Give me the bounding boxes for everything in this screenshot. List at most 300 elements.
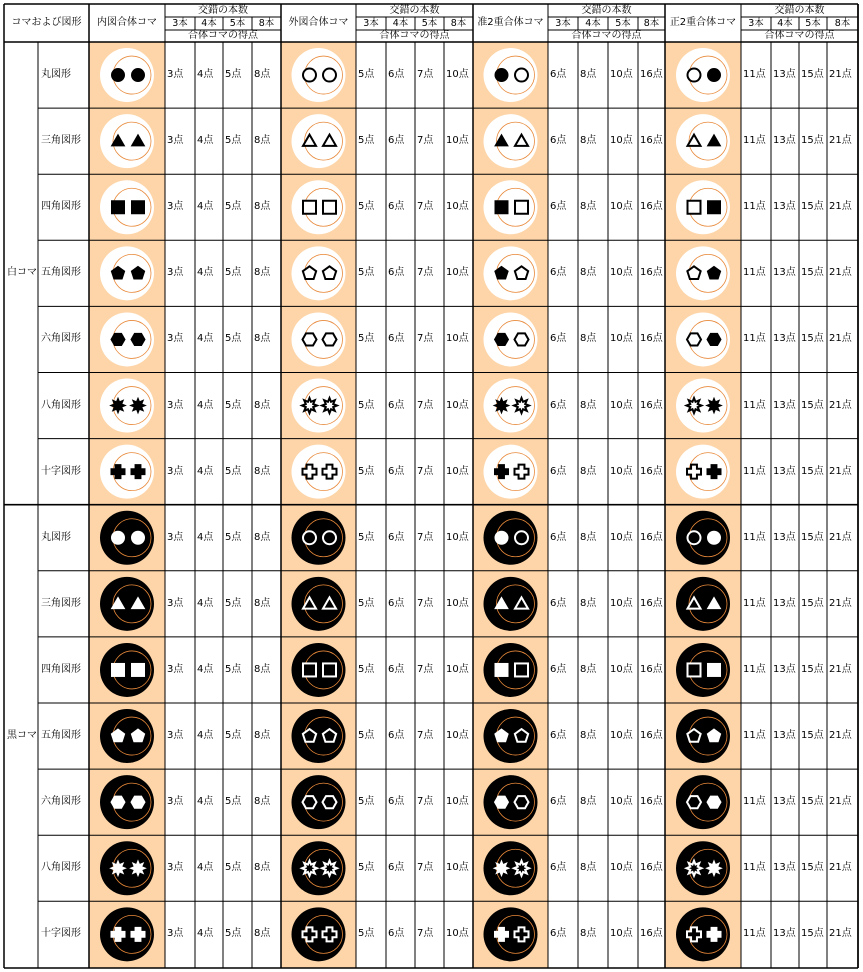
piece-disc	[292, 180, 346, 234]
score-cell: 7点	[417, 597, 434, 609]
piece-disc	[676, 246, 730, 300]
score-cell: 8点	[254, 531, 271, 543]
octagon-star-icon	[131, 398, 146, 413]
score-cell: 5点	[358, 333, 375, 345]
octagon-star-icon	[322, 398, 337, 413]
score-cell: 15点	[801, 730, 824, 742]
composite-piece-icon	[676, 246, 730, 300]
score-cell: 7点	[417, 399, 434, 411]
score-cell: 6点	[388, 267, 405, 279]
score-cell: 21点	[829, 135, 852, 147]
square-icon	[515, 201, 528, 214]
count-header: 5本	[615, 17, 631, 29]
square-icon	[708, 663, 721, 676]
composite-piece-icon	[100, 312, 154, 366]
piece-disc	[676, 312, 730, 366]
score-cell: 8点	[580, 862, 597, 874]
score-cell: 13点	[773, 730, 796, 742]
octagon-star-icon	[687, 861, 702, 876]
piece-disc	[292, 114, 346, 168]
score-cell: 21点	[829, 399, 852, 411]
score-cell: 10点	[610, 862, 633, 874]
score-cell: 4点	[197, 796, 214, 808]
square-icon	[688, 201, 701, 214]
score-cell: 6点	[550, 928, 567, 940]
score-cell: 21点	[829, 267, 852, 279]
score-cell: 10点	[446, 928, 469, 940]
score-cell: 8点	[580, 69, 597, 81]
score-cell: 5点	[225, 69, 242, 81]
composite-piece-icon	[676, 709, 730, 763]
hexagon-icon	[687, 796, 701, 808]
score-cell: 5点	[225, 730, 242, 742]
piece-disc	[100, 48, 154, 102]
score-cell: 8点	[254, 597, 271, 609]
score-cell: 8点	[254, 69, 271, 81]
score-header: 合体コマの得点	[188, 30, 258, 41]
circle-icon	[303, 531, 316, 544]
shape-label: 五角図形	[41, 267, 81, 279]
score-cell: 13点	[773, 663, 796, 675]
score-cell: 10点	[446, 730, 469, 742]
shape-label: 八角図形	[41, 862, 81, 874]
composite-piece-icon	[676, 577, 730, 631]
score-cell: 5点	[358, 267, 375, 279]
score-cell: 16点	[640, 69, 663, 81]
hexagon-icon	[515, 796, 529, 808]
score-cell: 13点	[773, 796, 796, 808]
hexagon-icon	[111, 796, 125, 808]
piece-disc	[676, 577, 730, 631]
score-cell: 16点	[640, 333, 663, 345]
hexagon-icon	[303, 333, 317, 345]
hexagon-icon	[687, 333, 701, 345]
piece-disc	[100, 709, 154, 763]
piece-disc	[100, 114, 154, 168]
piece-disc	[484, 511, 538, 565]
composite-piece-icon	[292, 379, 346, 433]
shape-label: 四角図形	[41, 201, 81, 213]
octagon-star-icon	[494, 398, 509, 413]
composite-piece-icon	[484, 445, 538, 499]
score-cell: 3点	[167, 597, 184, 609]
octagon-star-icon	[707, 398, 722, 413]
circle-icon	[688, 531, 701, 544]
square-icon	[112, 201, 125, 214]
score-cell: 6点	[550, 465, 567, 477]
score-cell: 13点	[773, 201, 796, 213]
score-cell: 6点	[550, 333, 567, 345]
composite-piece-icon	[100, 246, 154, 300]
score-cell: 4点	[197, 267, 214, 279]
score-cell: 6点	[388, 663, 405, 675]
score-cell: 8点	[254, 399, 271, 411]
count-header: 3本	[363, 17, 379, 29]
score-cell: 5点	[225, 796, 242, 808]
composite-piece-icon	[484, 180, 538, 234]
circle-icon	[303, 69, 316, 82]
score-cell: 10点	[446, 69, 469, 81]
score-cell: 8点	[580, 663, 597, 675]
score-cell: 8点	[580, 796, 597, 808]
count-header: 4本	[392, 17, 409, 29]
score-cell: 6点	[550, 135, 567, 147]
composite-piece-icon	[100, 907, 154, 961]
score-cell: 13点	[773, 69, 796, 81]
group-header: 内図合体コマ	[97, 17, 157, 28]
score-cell: 10点	[446, 597, 469, 609]
composite-piece-icon	[292, 312, 346, 366]
octagon-star-icon	[111, 861, 126, 876]
score-cell: 5点	[225, 531, 242, 543]
score-cell: 10点	[446, 663, 469, 675]
square-icon	[495, 663, 508, 676]
score-cell: 7点	[417, 333, 434, 345]
piece-disc	[292, 709, 346, 763]
square-icon	[303, 201, 316, 214]
score-cell: 6点	[388, 796, 405, 808]
score-cell: 5点	[358, 69, 375, 81]
score-cell: 16点	[640, 465, 663, 477]
octagon-star-icon	[514, 861, 529, 876]
score-cell: 10点	[610, 531, 633, 543]
score-cell: 8点	[254, 862, 271, 874]
composite-piece-icon	[484, 48, 538, 102]
circle-icon	[132, 69, 145, 82]
score-cell: 10点	[610, 69, 633, 81]
composite-piece-icon	[484, 643, 538, 697]
score-cell: 4点	[197, 663, 214, 675]
score-cell: 5点	[358, 531, 375, 543]
circle-icon	[708, 531, 721, 544]
score-cell: 8点	[580, 267, 597, 279]
composite-piece-icon	[100, 114, 154, 168]
score-cell: 8点	[254, 730, 271, 742]
score-cell: 8点	[580, 135, 597, 147]
score-cell: 3点	[167, 663, 184, 675]
octagon-star-icon	[131, 861, 146, 876]
score-cell: 7点	[417, 796, 434, 808]
piece-disc	[100, 643, 154, 697]
score-cell: 6点	[388, 862, 405, 874]
composite-piece-icon	[292, 180, 346, 234]
score-cell: 3点	[167, 135, 184, 147]
score-cell: 11点	[743, 135, 766, 147]
score-cell: 21点	[829, 730, 852, 742]
piece-disc	[676, 445, 730, 499]
score-cell: 6点	[550, 597, 567, 609]
score-cell: 8点	[254, 333, 271, 345]
piece-disc	[292, 511, 346, 565]
composite-piece-icon	[100, 709, 154, 763]
composite-piece-icon	[292, 841, 346, 895]
hexagon-icon	[131, 796, 145, 808]
score-cell: 6点	[550, 531, 567, 543]
circle-icon	[323, 69, 336, 82]
score-cell: 13点	[773, 531, 796, 543]
octagon-star-icon	[687, 398, 702, 413]
count-header: 4本	[201, 17, 217, 29]
score-cell: 3点	[167, 928, 184, 940]
group-header: 正2重合体コマ	[669, 17, 737, 28]
composite-piece-icon	[484, 312, 538, 366]
score-cell: 4点	[197, 597, 214, 609]
score-cell: 6点	[550, 730, 567, 742]
score-cell: 3点	[167, 465, 184, 477]
score-cell: 5点	[358, 201, 375, 213]
square-icon	[132, 201, 145, 214]
score-cell: 7点	[417, 928, 434, 940]
score-cell: 11点	[743, 796, 766, 808]
score-cell: 10点	[610, 465, 633, 477]
score-cell: 10点	[446, 399, 469, 411]
score-cell: 11点	[743, 201, 766, 213]
piece-disc	[292, 48, 346, 102]
square-icon	[323, 201, 336, 214]
score-cell: 8点	[580, 333, 597, 345]
score-cell: 15点	[801, 69, 824, 81]
score-cell: 6点	[550, 796, 567, 808]
score-cell: 11点	[743, 862, 766, 874]
score-cell: 21点	[829, 201, 852, 213]
composite-piece-icon	[292, 246, 346, 300]
score-cell: 15点	[801, 862, 824, 874]
score-cell: 16点	[640, 399, 663, 411]
score-cell: 10点	[446, 531, 469, 543]
piece-disc	[100, 775, 154, 829]
piece-disc	[676, 907, 730, 961]
score-cell: 13点	[773, 597, 796, 609]
score-cell: 10点	[446, 267, 469, 279]
score-cell: 10点	[610, 597, 633, 609]
composite-piece-icon	[676, 907, 730, 961]
score-cell: 15点	[801, 597, 824, 609]
score-cell: 15点	[801, 928, 824, 940]
score-cell: 5点	[225, 597, 242, 609]
crossings-header: 交錯の本数	[581, 4, 632, 16]
composite-piece-icon	[484, 841, 538, 895]
composite-piece-icon	[100, 577, 154, 631]
circle-icon	[323, 531, 336, 544]
composite-piece-icon	[484, 246, 538, 300]
score-cell: 11点	[743, 531, 766, 543]
square-icon	[688, 663, 701, 676]
composite-piece-icon	[292, 48, 346, 102]
hexagon-icon	[303, 796, 317, 808]
score-cell: 10点	[610, 399, 633, 411]
square-icon	[515, 663, 528, 676]
score-cell: 6点	[388, 69, 405, 81]
piece-disc	[100, 246, 154, 300]
score-cell: 8点	[254, 135, 271, 147]
score-cell: 8点	[580, 201, 597, 213]
score-cell: 3点	[167, 796, 184, 808]
score-cell: 15点	[801, 201, 824, 213]
score-cell: 6点	[388, 333, 405, 345]
score-cell: 6点	[550, 399, 567, 411]
composite-piece-icon	[292, 114, 346, 168]
score-cell: 11点	[743, 333, 766, 345]
score-header: 合体コマの得点	[764, 30, 835, 41]
corner-header: コマおよび図形	[11, 17, 82, 28]
score-cell: 6点	[388, 597, 405, 609]
score-cell: 5点	[225, 267, 242, 279]
score-cell: 13点	[773, 862, 796, 874]
score-cell: 5点	[358, 597, 375, 609]
score-cell: 8点	[254, 928, 271, 940]
square-icon	[112, 663, 125, 676]
score-cell: 16点	[640, 663, 663, 675]
composite-piece-icon	[676, 511, 730, 565]
score-cell: 10点	[610, 796, 633, 808]
section-label: 黒コマ	[7, 730, 37, 742]
score-cell: 4点	[197, 333, 214, 345]
section-label: 白コマ	[7, 267, 37, 279]
hexagon-icon	[495, 796, 509, 808]
score-cell: 7点	[417, 465, 434, 477]
piece-disc	[100, 511, 154, 565]
score-cell: 5点	[358, 796, 375, 808]
hexagon-icon	[495, 333, 509, 345]
score-header: 合体コマの得点	[379, 30, 450, 41]
score-cell: 8点	[580, 465, 597, 477]
composite-piece-icon	[292, 907, 346, 961]
score-cell: 7点	[417, 201, 434, 213]
score-cell: 10点	[446, 333, 469, 345]
shape-label: 五角図形	[41, 730, 81, 742]
shape-label: 六角図形	[41, 796, 81, 808]
score-cell: 10点	[610, 663, 633, 675]
score-cell: 15点	[801, 531, 824, 543]
hexagon-icon	[707, 333, 721, 345]
score-cell: 8点	[254, 796, 271, 808]
score-cell: 4点	[197, 928, 214, 940]
score-cell: 5点	[358, 862, 375, 874]
score-cell: 13点	[773, 465, 796, 477]
score-cell: 10点	[446, 465, 469, 477]
score-header: 合体コマの得点	[571, 30, 642, 41]
composite-piece-icon	[100, 379, 154, 433]
score-cell: 11点	[743, 597, 766, 609]
count-header: 4本	[585, 17, 601, 29]
crossings-header: 交錯の本数	[774, 4, 825, 16]
score-cell: 4点	[197, 135, 214, 147]
circle-icon	[515, 531, 528, 544]
score-cell: 5点	[225, 201, 242, 213]
score-cell: 7点	[417, 135, 434, 147]
score-cell: 6点	[388, 399, 405, 411]
score-cell: 3点	[167, 69, 184, 81]
composite-piece-icon	[292, 709, 346, 763]
composite-piece-icon	[676, 775, 730, 829]
piece-disc	[100, 180, 154, 234]
score-cell: 21点	[829, 465, 852, 477]
score-cell: 21点	[829, 531, 852, 543]
score-cell: 15点	[801, 399, 824, 411]
score-cell: 6点	[388, 135, 405, 147]
piece-disc	[484, 180, 538, 234]
composite-piece-icon	[676, 48, 730, 102]
composite-piece-icon	[292, 445, 346, 499]
score-cell: 3点	[167, 267, 184, 279]
score-cell: 8点	[580, 399, 597, 411]
score-cell: 11点	[743, 465, 766, 477]
score-cell: 16点	[640, 730, 663, 742]
count-header: 5本	[229, 17, 246, 29]
score-cell: 13点	[773, 135, 796, 147]
score-cell: 16点	[640, 267, 663, 279]
score-cell: 8点	[580, 531, 597, 543]
piece-disc	[484, 577, 538, 631]
composite-piece-icon	[292, 511, 346, 565]
piece-disc	[100, 907, 154, 961]
composite-piece-icon	[676, 114, 730, 168]
piece-disc	[100, 445, 154, 499]
score-cell: 10点	[610, 333, 633, 345]
composite-piece-icon	[484, 907, 538, 961]
octagon-star-icon	[302, 861, 317, 876]
octagon-star-icon	[111, 398, 126, 413]
count-header: 3本	[555, 17, 571, 29]
score-cell: 5点	[225, 928, 242, 940]
score-cell: 6点	[388, 928, 405, 940]
score-cell: 15点	[801, 135, 824, 147]
score-cell: 8点	[254, 663, 271, 675]
score-cell: 4点	[197, 730, 214, 742]
score-cell: 5点	[358, 928, 375, 940]
score-cell: 4点	[197, 201, 214, 213]
score-cell: 11点	[743, 267, 766, 279]
score-cell: 10点	[446, 796, 469, 808]
piece-disc	[676, 643, 730, 697]
shape-label: 十字図形	[41, 465, 81, 477]
shape-label: 三角図形	[41, 597, 81, 609]
score-cell: 10点	[446, 135, 469, 147]
piece-disc	[676, 114, 730, 168]
piece-disc	[484, 246, 538, 300]
hexagon-icon	[515, 333, 529, 345]
score-cell: 5点	[225, 399, 242, 411]
score-cell: 11点	[743, 399, 766, 411]
score-cell: 11点	[743, 730, 766, 742]
composite-piece-icon	[100, 775, 154, 829]
score-cell: 21点	[829, 862, 852, 874]
shape-label: 八角図形	[41, 399, 81, 411]
score-cell: 16点	[640, 531, 663, 543]
score-cell: 16点	[640, 796, 663, 808]
score-cell: 8点	[580, 928, 597, 940]
score-cell: 4点	[197, 69, 214, 81]
composite-piece-icon	[676, 445, 730, 499]
score-cell: 11点	[743, 69, 766, 81]
composite-piece-icon	[292, 577, 346, 631]
composite-piece-icon	[292, 775, 346, 829]
octagon-star-icon	[514, 398, 529, 413]
piece-disc	[292, 246, 346, 300]
score-cell: 7点	[417, 663, 434, 675]
score-cell: 10点	[610, 267, 633, 279]
score-cell: 10点	[610, 928, 633, 940]
shape-label: 六角図形	[41, 333, 81, 345]
square-icon	[303, 663, 316, 676]
score-cell: 5点	[225, 333, 242, 345]
score-cell: 7点	[417, 730, 434, 742]
score-cell: 6点	[388, 201, 405, 213]
composite-piece-icon	[676, 180, 730, 234]
piece-disc	[100, 312, 154, 366]
circle-icon	[688, 69, 701, 82]
score-cell: 6点	[550, 663, 567, 675]
